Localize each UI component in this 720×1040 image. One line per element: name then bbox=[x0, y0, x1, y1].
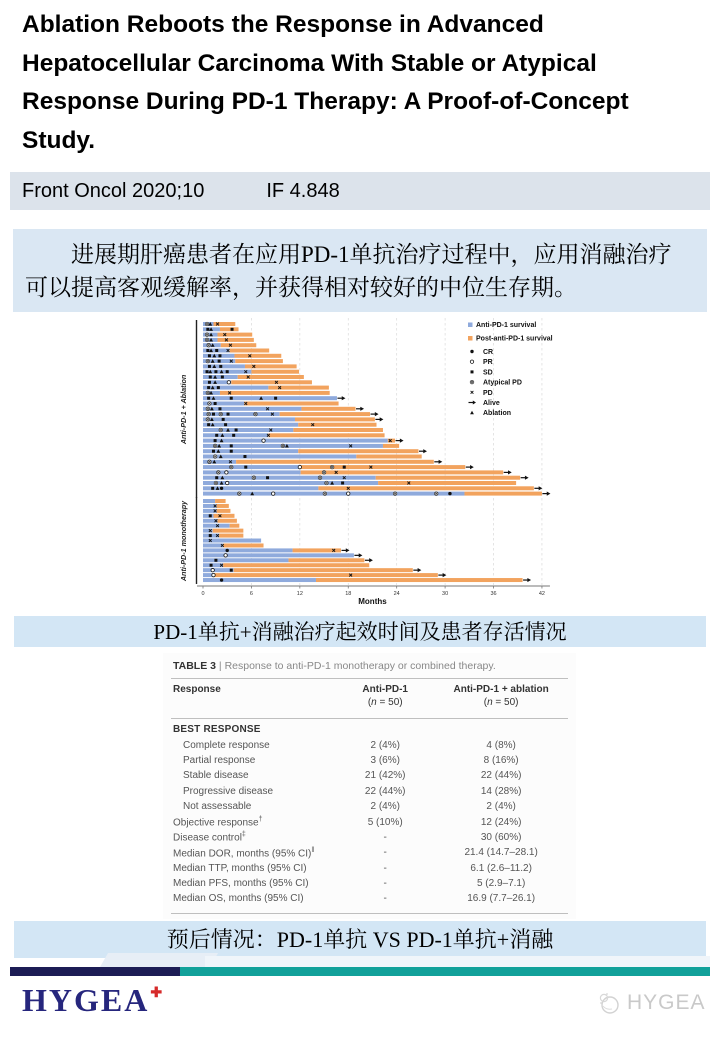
svg-text:Months: Months bbox=[358, 597, 387, 606]
svg-text:30: 30 bbox=[442, 591, 449, 597]
hygea-watermark bbox=[596, 990, 706, 1016]
table-row: Median TTP, months (95% CI) - 6.1 (2.6–11.2) bbox=[173, 862, 532, 874]
svg-text:24: 24 bbox=[393, 591, 400, 597]
paper-title-line: Response During PD-1 Therapy: A Proof-of-Concept bbox=[22, 88, 629, 115]
svg-text:12: 12 bbox=[296, 591, 303, 597]
svg-text:36: 36 bbox=[490, 591, 497, 597]
table-caption-text: Response to anti-PD-1 monotherapy or combined therapy. bbox=[224, 660, 496, 672]
svg-text:42: 42 bbox=[538, 591, 546, 597]
table-separator: | bbox=[218, 660, 222, 672]
footer-deco-wedge bbox=[100, 953, 218, 967]
svg-text:Alive: Alive bbox=[483, 400, 500, 407]
paper-title-line: Study. bbox=[22, 126, 96, 154]
svg-text:PD: PD bbox=[483, 389, 493, 397]
summary-box bbox=[13, 229, 707, 312]
table-rule-bottom bbox=[171, 913, 568, 914]
footer-teal-bar bbox=[180, 967, 710, 976]
svg-text:0: 0 bbox=[201, 591, 205, 597]
paper-title bbox=[22, 6, 712, 160]
svg-text:Anti-PD-1 monotherapy: Anti-PD-1 monotherapy bbox=[179, 500, 188, 582]
impact-factor: IF 4.848 bbox=[266, 179, 340, 202]
svg-text:CR: CR bbox=[483, 349, 494, 356]
red-cross-icon: ✚ bbox=[150, 986, 165, 1001]
footer-navy-bar bbox=[10, 967, 180, 976]
table-row: Progressive disease 22 (44%) 14 (28%) bbox=[183, 785, 522, 797]
journal-bar bbox=[10, 172, 710, 210]
hygea-logo-text: HYGEA bbox=[22, 982, 150, 1018]
paper-title-line: Hepatocellular Carcinoma With Stable or Atypical bbox=[22, 49, 597, 77]
table-row: Partial response 3 (6%) 8 (16%) bbox=[183, 754, 519, 766]
table-tag: TABLE 3 bbox=[173, 660, 216, 672]
table-row: Not assessable 2 (4%) 2 (4%) bbox=[183, 801, 516, 813]
svg-text:Anti-PD-1 survival: Anti-PD-1 survival bbox=[476, 322, 537, 329]
table-row: Disease control‡ - 30 (60%) bbox=[173, 831, 522, 844]
svg-text:PR: PR bbox=[483, 359, 493, 367]
summary-line: 可以提高客观缓解率，并获得相对较好的中位生存期。 bbox=[25, 275, 577, 300]
table-row: BEST RESPONSE bbox=[173, 724, 261, 736]
svg-text:Atypical PD: Atypical PD bbox=[483, 379, 522, 387]
hygea-watermark-icon bbox=[596, 990, 622, 1016]
svg-text:18: 18 bbox=[345, 591, 352, 597]
hygea-logo bbox=[22, 982, 164, 1019]
table-row: Median OS, months (95% CI) - 16.9 (7.7–26.1) bbox=[173, 893, 536, 905]
journal-reference: Front Oncol 2020;10 bbox=[22, 179, 205, 202]
svg-text:6: 6 bbox=[249, 591, 253, 597]
table-row: Objective response† 5 (10%) 12 (24%) bbox=[173, 815, 522, 829]
table-row: Median PFS, months (95% CI) - 5 (2.9–7.1) bbox=[173, 878, 526, 890]
table-col-header: Anti-PD-1 + ablation (n = 50) bbox=[453, 684, 549, 708]
table-caption: 预后情况：PD-1单抗 VS PD-1单抗+消融 bbox=[14, 921, 706, 958]
svg-text:Ablation: Ablation bbox=[483, 410, 511, 418]
swimmer-plot bbox=[138, 314, 618, 612]
table3 bbox=[163, 653, 576, 919]
table-header-row bbox=[163, 679, 576, 712]
table-title bbox=[163, 653, 576, 672]
svg-text:SD: SD bbox=[483, 369, 493, 377]
table-row: Complete response 2 (4%) 4 (8%) bbox=[183, 739, 516, 751]
paper-title-line: Ablation Reboots the Response in Advanced bbox=[22, 11, 544, 38]
table-col-header: Anti-PD-1 (n = 50) bbox=[362, 684, 408, 708]
hygea-watermark-text: HYGEA bbox=[627, 991, 706, 1014]
table-body bbox=[163, 719, 576, 907]
svg-text:Anti-PD-1 + Ablation: Anti-PD-1 + Ablation bbox=[179, 374, 188, 445]
figure-caption: PD-1单抗+消融治疗起效时间及患者存活情况 bbox=[14, 616, 706, 647]
footer-deco-strip bbox=[205, 956, 710, 967]
table-row: Median DOR, months (95% CI)‖ - 21.4 (14.7–28.1) bbox=[173, 846, 538, 859]
svg-text:Post-anti-PD-1 survival: Post-anti-PD-1 survival bbox=[476, 335, 553, 343]
table-row: Stable disease 21 (42%) 22 (44%) bbox=[183, 770, 522, 782]
table-col-header: Response bbox=[173, 684, 221, 695]
summary-line: 进展期肝癌患者在应用PD-1单抗治疗过程中，应用消融治疗 bbox=[71, 242, 672, 267]
swimmer-plot-figure bbox=[138, 314, 618, 612]
